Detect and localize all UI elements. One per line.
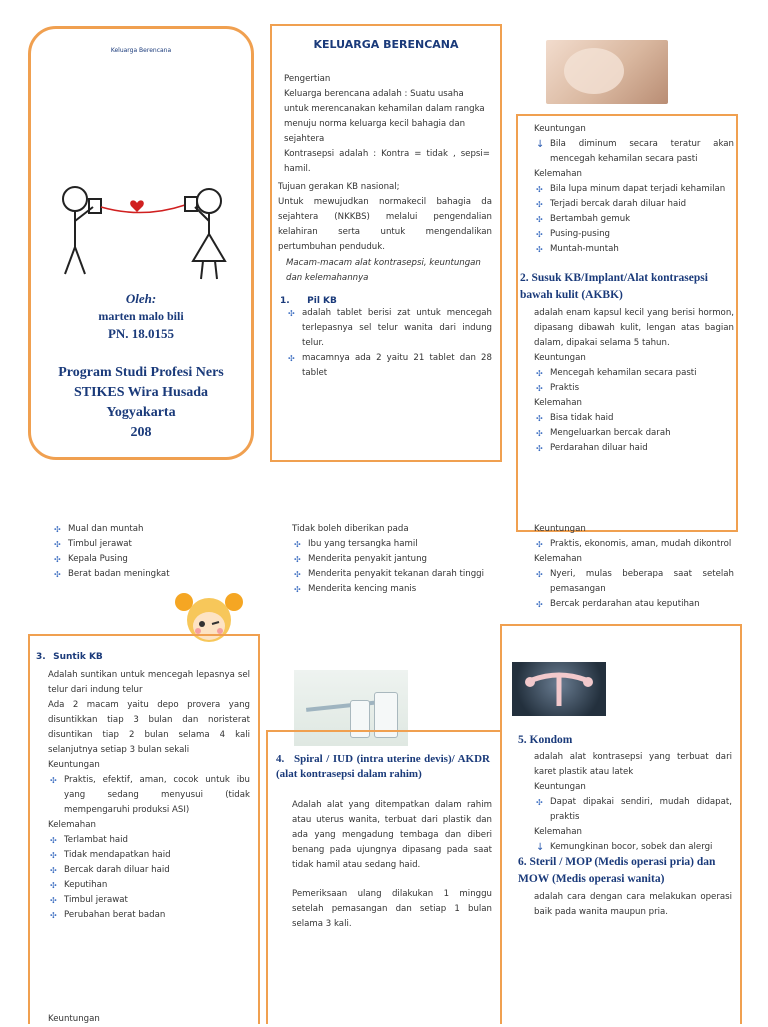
list-item: ✣ Menderita kencing manis (292, 582, 502, 597)
kondom-title: 5. Kondom (518, 734, 573, 746)
cover-by-label: Oleh: (125, 291, 157, 306)
cover-pn: PN. 18.0155 (107, 326, 175, 341)
keuntungan-label: Keuntungan (534, 353, 586, 363)
definition-text (284, 72, 490, 177)
list-item: ✣ Bila lupa minum dapat terjadi kehamilan (534, 182, 734, 197)
pil-advantages-panel (516, 114, 738, 532)
iud-title: Spiral / IUD (intra uterine devis)/ AKDR (alat kontrasepsi dalam rahim) (276, 753, 490, 780)
keuntungan-label: Keuntungan (48, 1014, 100, 1024)
iud-definition: Adalah alat yang ditempatkan dalam rahim atau uterus wanita, terbuat dari plastik dan ada yang mengadung tembaga dan diberi benang pada ujungnya dipasang pada saat tidak hamil atau sedang haid. (292, 800, 492, 870)
iud-number: 4. (276, 753, 285, 765)
iud-checkup: Pemeriksaan ulang dilakukan 1 minggu setelah pemasangan dan setiap 1 bulan selama 3 kali. (292, 889, 492, 929)
list-item: ✣ Terlambat haid (48, 833, 250, 848)
macam-text: Macam-macam alat kontrasepsi, keuntungan dan kelemahannya (286, 258, 481, 283)
kontrasepsi-definition: Kontrasepsi adalah : Kontra = tidak , sepsi= hamil. (284, 149, 490, 174)
injection-photo (546, 40, 668, 104)
implant-notes-block (534, 522, 734, 612)
list-item: ✣ Nyeri, mulas beberapa saat setelah pemasangan (534, 567, 734, 597)
list-item: ✣ Bercak darah diluar haid (48, 863, 250, 878)
tujuan-title: Tujuan gerakan KB nasional; (278, 182, 400, 192)
list-item: ✣ Pusing-pusing (534, 227, 734, 242)
list-item: ✣ Perubahan berat badan (48, 908, 250, 923)
list-item: ✣ Perdarahan diluar haid (534, 441, 734, 456)
suntik-title: Suntik KB (53, 652, 103, 662)
list-item: ✣ macamnya ada 2 yaitu 21 tablet dan 28 tablet (286, 351, 492, 381)
list-item: ↓ Kemungkinan bocor, sobek dan alergi (534, 840, 732, 855)
side-effects-list (52, 522, 252, 582)
suntik-number: 3. (36, 652, 46, 662)
panel-title: KELUARGA BERENCANA (313, 38, 459, 51)
list-item: ✣ Praktis, ekonomis, aman, mudah dikontrol (534, 537, 734, 552)
tujuan-block (278, 180, 492, 255)
suntik-types: Ada 2 macam yaitu depo provera yang disuntikkan tiap 3 bulan dan noristerat disuntikan tiap 2 bulan selama 4 kali selanjutnya setiap 3 bulan sekali (48, 700, 250, 755)
akbk-title: 2. Susuk KB/Implant/Alat kontrasepsi bawah kulit (AKBK) (520, 272, 708, 301)
list-item: ✣ Terjadi bercak darah diluar haid (534, 197, 734, 212)
list-item: ✣ Dapat dipakai sendiri, mudah didapat, praktis (534, 795, 732, 825)
list-item: ✣ Menderita penyakit tekanan darah tinggi (292, 567, 502, 582)
keuntungan-label: Keuntungan (534, 124, 586, 134)
contraindication-title: Tidak boleh diberikan pada (292, 524, 409, 534)
kelemahan-label: Kelemahan (48, 820, 96, 830)
cover-city: Yogyakarta (106, 405, 176, 420)
suntik-definition: Adalah suntikan untuk mencegah lepasnya sel telur dari indung telur (48, 670, 250, 695)
cover-school: STIKES Wira Husada (73, 385, 209, 400)
tujuan-text: Untuk mewujudkan normakecil bahagia da sejahtera (NKKBS) melalui pengendalian kelahiran serta untuk mengendalikan pertumbuhan penduduk. (278, 197, 492, 252)
pil-block (280, 296, 492, 381)
keuntungan-label: Keuntungan (48, 760, 100, 770)
kb-definition: Keluarga berencana adalah : Suatu usaha untuk merencanakan kehamilan dalam rangka menuju norma keluarga kecil bahagia dan sejahtera (284, 89, 485, 144)
list-item: ✣ Mencegah kehamilan secara pasti (534, 366, 734, 381)
list-item: ✣ Timbul jerawat (52, 537, 252, 552)
list-item: ✣ Kepala Pusing (52, 552, 252, 567)
list-item: ✣ Bisa tidak haid (534, 411, 734, 426)
cover-year: 208 (130, 425, 152, 440)
keuntungan-label: Keuntungan (534, 782, 586, 792)
list-item: ✣ adalah tablet berisi zat untuk mencegah terlepasnya sel telur wanita dari indung telur. (286, 306, 492, 351)
kelemahan-label: Kelemahan (534, 554, 582, 564)
list-item: ✣ Bertambah gemuk (534, 212, 734, 227)
injection-panel (28, 634, 260, 1024)
list-item: ✣ Menderita penyakit jantung (292, 552, 502, 567)
list-item: ✣ Mual dan muntah (52, 522, 252, 537)
list-item: ✣ Ibu yang tersangka hamil (292, 537, 502, 552)
list-item: ✣ Muntah-muntah (534, 242, 734, 257)
cover-small-title: Keluarga Berencana (110, 47, 172, 54)
cover-author: marten malo bili (98, 309, 184, 323)
list-item: ✣ Bercak perdarahan atau keputihan (534, 597, 734, 612)
pengertian-heading: Pengertian (284, 74, 331, 84)
cover-panel (28, 26, 254, 460)
pil-number: 1. (280, 296, 290, 306)
couple-phone-illustration (53, 179, 233, 289)
steril-definition: adalah cara dengan cara melakukan operasi baik pada wanita maupun pria. (534, 892, 732, 917)
contraindication-block (292, 522, 502, 597)
pil-title: Pil KB (307, 296, 337, 306)
uterus-icon (512, 662, 606, 716)
kelemahan-label: Kelemahan (534, 169, 582, 179)
list-item: ✣ Berat badan meningkat (52, 567, 252, 582)
list-item: ✣ Praktis (534, 381, 734, 396)
kondom-definition: adalah alat kontrasepsi yang terbuat dari karet plastik atau latek (534, 752, 732, 777)
iud-panel (266, 730, 502, 1024)
list-item: ↓ Bila diminum secara teratur akan mencegah kehamilan secara pasti (534, 137, 734, 167)
akbk-definition: adalah enam kapsul kecil yang berisi hormon, dipasang dibawah kulit, lengan atas bagian dalam, dipakai selama 5 tahun. (534, 308, 734, 348)
list-item: ✣ Praktis, efektif, aman, cocok untuk ibu yang sedang menyusui (tidak mempengaruhi produksi ASI) (48, 773, 250, 818)
kelemahan-label: Kelemahan (534, 398, 582, 408)
condom-sterilization-panel (500, 624, 742, 1024)
list-item: ✣ Keputihan (48, 878, 250, 893)
definition-panel (270, 24, 502, 462)
uterus-photo (512, 662, 606, 716)
kelemahan-label: Kelemahan (534, 827, 582, 837)
list-item: ✣ Tidak mendapatkan haid (48, 848, 250, 863)
list-item: ✣ Timbul jerawat (48, 893, 250, 908)
steril-title: 6. Steril / MOP (Medis operasi pria) dan MOW (Medis operasi wanita) (518, 856, 716, 885)
keuntungan-label: Keuntungan (534, 524, 586, 534)
cover-program: Program Studi Profesi Ners (58, 365, 224, 380)
list-item: ✣ Mengeluarkan bercak darah (534, 426, 734, 441)
